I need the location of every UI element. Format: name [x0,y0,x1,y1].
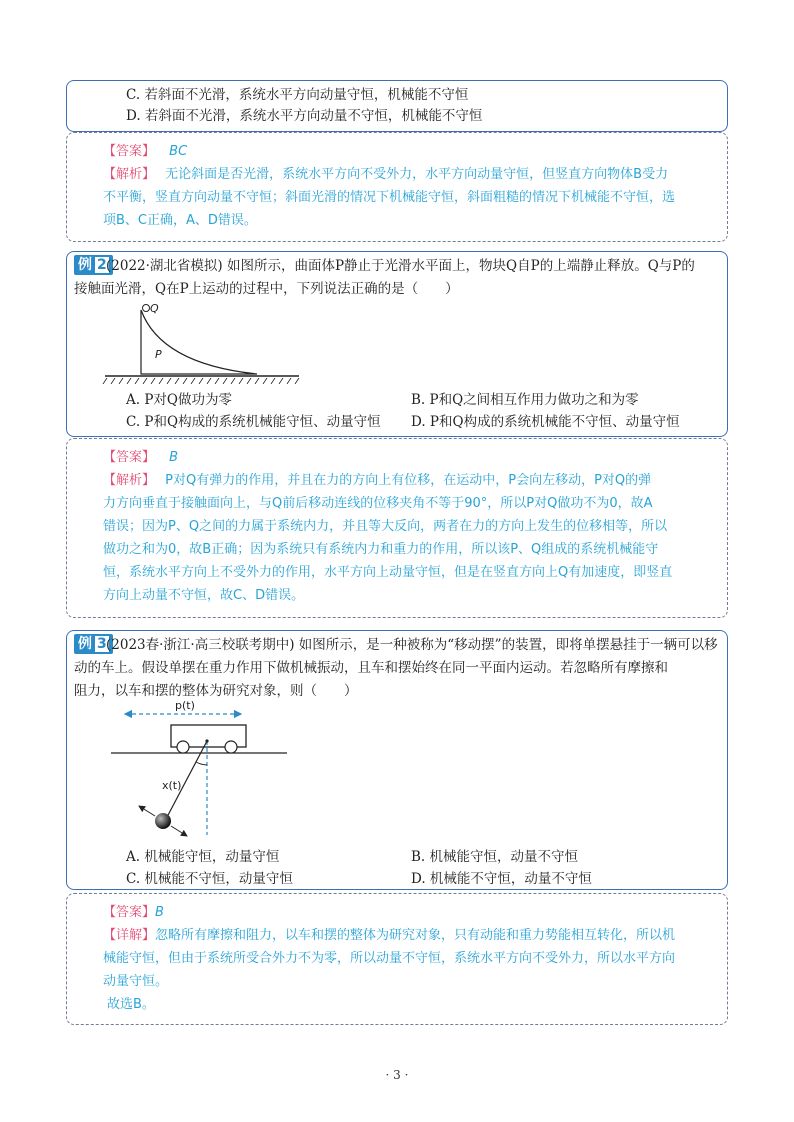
answer-value: BC [169,144,188,159]
label-pt: p(t) [175,699,195,712]
label-q: Q [150,302,159,315]
detail-line-3: 动量守恒。 [103,974,169,989]
stem-line-2: 接触面光滑，Q在P上运动的过程中，下列说法正确的是（ ） [74,281,459,297]
option-c: C. 若斜面不光滑，系统水平方向动量守恒，机械能不守恒 [126,87,469,103]
analysis-line-6: 方向上动量不守恒，故C、D错误。 [103,588,305,603]
analysis-line-1 [103,471,651,491]
bob-motion-arrow-left [139,806,155,816]
example-number: 3 [97,636,107,652]
pendulum-bob [155,813,171,829]
analysis-line-3: 错误；因为P、Q之间的力属于系统内力，并且等大反向，两者在力的方向上发生的位移相等，所以 [103,519,668,534]
label-xt: x(t) [162,779,182,792]
answer-box-3 [66,893,728,1025]
answer-tag: 【答案】 [103,450,156,465]
curved-block-figure [101,300,321,384]
answer-line [103,448,178,468]
answer-tag: 【答案】 [103,905,156,920]
stem-line-1: (2022·湖北省模拟) 如图所示，曲面体P静止于光滑水平面上，物块Q自P的上端静止释放。Q与P的 [106,258,695,274]
analysis-line-2: 力方向垂直于接触面向上，与Q前后移动连线的位移夹角不等于90°，所以P对Q做功不为0，故A [103,496,653,511]
option-d: D. 机械能不守恒，动量不守恒 [411,871,592,887]
answer-box-1 [66,132,728,242]
detail-line-4: 故选B。 [107,997,155,1012]
option-b: B. P和Q之间相互作用力做功之和为零 [411,392,639,408]
example-badge-text: 例 [78,636,92,652]
detail-text: 忽略所有摩擦和阻力，以车和摆的整体为研究对象，只有动能和重力势能相互转化，所以机 [155,928,676,943]
label-p: P [155,348,162,361]
analysis-line-2: 不平衡，竖直方向动量不守恒；斜面光滑的情况下机械能守恒，斜面粗糙的情况下机械能不守恒，选 [103,190,676,205]
answer-tag: 【答案】 [103,144,156,159]
ground [103,376,299,384]
detail-tag: 【详解】 [103,928,156,943]
example-number: 2 [97,257,107,273]
analysis-line-1 [103,165,668,185]
detail-line-2: 械能守恒，但由于系统所受合外力不为零，所以动量不守恒，系统水平方向不受外力，所以水平方向 [103,951,676,966]
angle-arc [196,762,207,765]
block-q [143,305,150,312]
option-c: C. 机械能不守恒，动量守恒 [126,871,293,887]
cart-wheel-left [177,741,189,753]
example-2-box [66,251,728,437]
analysis-tag: 【解析】 [103,473,156,488]
example-3-box [66,630,728,890]
answer-value: B [169,450,179,465]
answer-line [103,903,164,923]
analysis-tag: 【解析】 [103,167,156,182]
option-d: D. 若斜面不光滑，系统水平方向动量不守恒，机械能不守恒 [126,108,483,124]
detail-line-1 [103,926,675,946]
stem-line-1: (2023春·浙江·高三校联考期中) 如图所示，是一种被称为“移动摆”的装置，即将单摆悬挂于一辆可以移 [106,637,718,653]
analysis-line-5: 恒，系统水平方向上不受外力的作用，水平方向上动量守恒，但是在竖直方向上Q有加速度，即竖直 [103,565,673,580]
question-box-continued [66,80,728,132]
curved-block-p [141,310,257,374]
page-number: · 3 · [385,1068,409,1082]
bob-motion-arrow-right [171,826,187,836]
cart-wheel-right [225,741,237,753]
option-c: C. P和Q构成的系统机械能守恒、动量守恒 [126,414,381,430]
analysis-line-4: 做功之和为0，故B正确；因为系统只有系统内力和重力的作用，所以该P、Q组成的系统机械能守 [103,542,659,557]
moving-pendulum-figure [111,703,291,843]
example-badge-text: 例 [78,257,92,273]
stem-line-2: 动的车上。假设单摆在重力作用下做机械振动，且车和摆始终在同一平面内运动。若忽略所有摩擦和 [74,660,668,676]
answer-value: B [155,905,164,920]
option-a: A. P对Q做功为零 [126,392,232,408]
analysis-text: P对Q有弹力的作用，并且在力的方向上有位移，在运动中，P会向左移动，P对Q的弹 [165,473,652,488]
option-a: A. 机械能守恒，动量守恒 [126,849,280,865]
option-d: D. P和Q构成的系统机械能不守恒、动量守恒 [411,414,680,430]
stem-line-3: 阻力，以车和摆的整体为研究对象，则（ ） [74,683,358,699]
answer-box-2 [66,438,728,618]
pivot [205,739,208,742]
analysis-line-3: 项B、C正确，A、D错误。 [103,213,257,228]
option-b: B. 机械能守恒，动量不守恒 [411,849,579,865]
analysis-text: 无论斜面是否光滑，系统水平方向不受外力，水平方向动量守恒，但竖直方向物体B受力 [165,167,669,182]
answer-line [103,142,187,162]
